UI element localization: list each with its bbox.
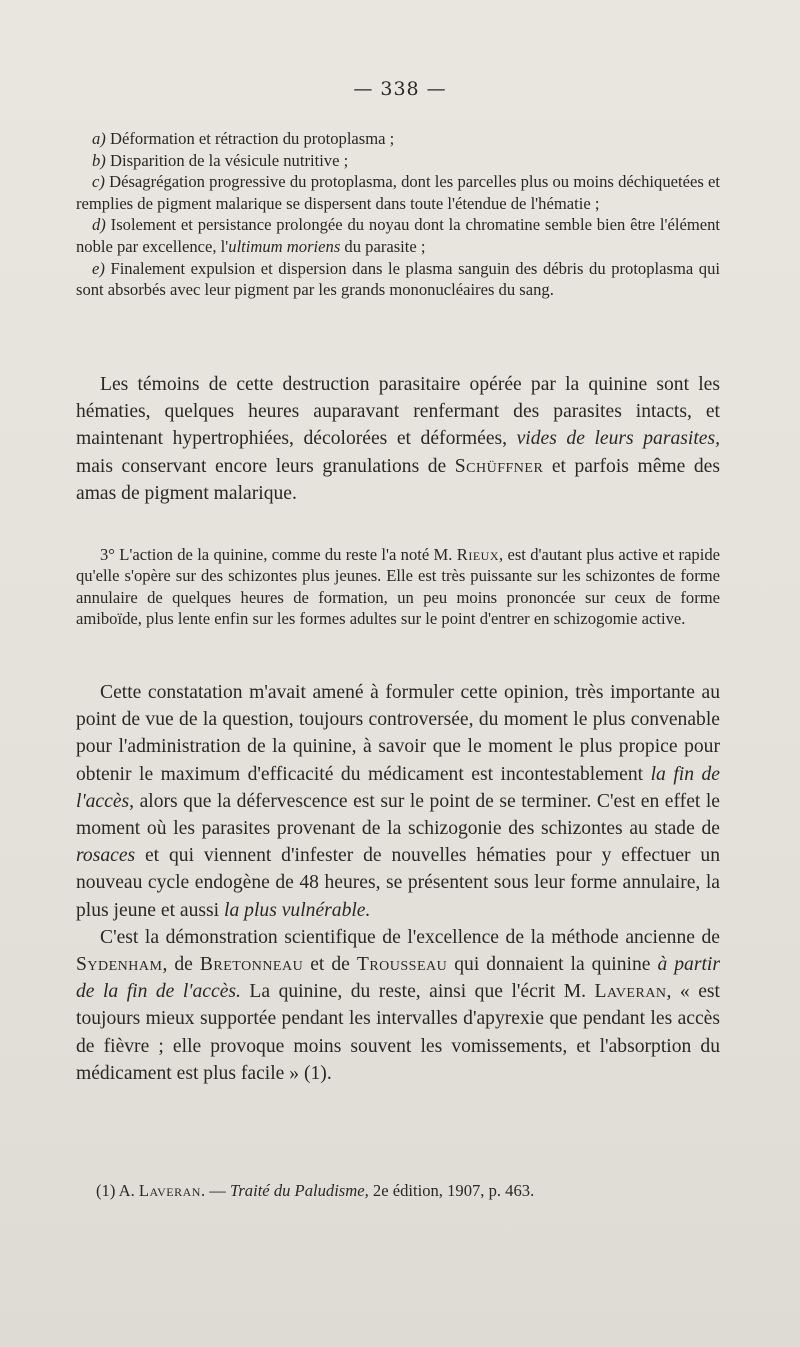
list-item-label: c)	[92, 172, 105, 192]
page-number: — 338 —	[353, 78, 447, 100]
main-text-block	[76, 679, 720, 1087]
list-item: c) Désagrégation progressive du protoplasma, dont les parcelles plus ou moins déchiquetées et remplies de pigment malarique se dispersent dans toute l'étendue de l'hématie ;	[76, 172, 720, 213]
author-name: Trousseau	[356, 954, 448, 976]
list-item: a) Déformation et rétraction du protoplasma ;	[92, 129, 395, 148]
paragraph-quinine-action: 3° L'action de la quinine, comme du reste l'a noté M. Rieux, est d'autant plus active et rapide qu'elle s'opère sur des schizontes plus jeunes. Elle est très puissante sur les schizontes de forme annulaire de quelques heures de formation, un peu moins prononcée sur ceux de forme amiboïde, plus lente enfin sur les formes adultes sur le point d'entrer en schizogomie active.	[76, 545, 720, 628]
author-name: Rieux	[456, 545, 500, 564]
list-item-label: e)	[92, 258, 105, 278]
author-name: Bretonneau	[199, 954, 304, 976]
author-name: Schüffner	[454, 455, 544, 477]
author-name: Sydenham	[76, 954, 163, 976]
author-name: Laveran	[138, 1181, 201, 1200]
list-item: e) Finalement expulsion et dispersion dans le plasma sanguin des débris du protoplasma qui sont absorbés avec leur pigment par les grands mononucléaires du sang.	[76, 258, 720, 300]
destruction-stages-list	[76, 128, 720, 301]
paragraph-witnesses: Les témoins de cette destruction parasitaire opérée par la quinine sont les hématies, quelques heures auparavant renfermant des parasites intacts, et maintenant hypertrophiées, décolorées et déformées, vides de leurs parasites, mais conservant encore leurs granulations de Schüffner et parfois même des amas de pigment malarique.	[76, 374, 720, 504]
paragraph-opinion: Cette constatation m'avait amené à formuler cette opinion, très importante au point de vue de la question, toujours controversée, du moment le plus convenable pour l'administration de la quinine, à savoir que le moment le plus propice pour obtenir le maximum d'efficacité du médicament est incontestablement la fin de l'accès, alors que la défervescence est sur le point de se terminer. C'est en effet le moment où les parasites provenant de la schizogonie des schizontes au stade de rosaces et qui viennent d'infester de nouvelles hématies pour y effectuer un nouveau cycle endogène de 48 heures, se présentent sous leur forme annulaire, la plus jeune et aussi la plus vulnérable.	[76, 682, 720, 921]
list-item: b) Disparition de la vésicule nutritive ;	[92, 150, 349, 170]
list-item: d) Isolement et persistance prolongée du noyau dont la chromatine semble bien être l'élément noble par excellence, l'ultimum moriens du parasite ;	[76, 215, 720, 256]
list-item-label: a)	[92, 129, 106, 148]
footnote: (1) A. Laveran. — Traité du Paludisme, 2e édition, 1907, p. 463.	[96, 1181, 535, 1200]
author-name: Laveran	[594, 981, 667, 1003]
list-item-label: b)	[92, 150, 106, 170]
paragraph-demonstration: C'est la démonstration scientifique de l'excellence de la méthode ancienne de Sydenham, de Bretonneau et de Trousseau qui donnaient la quinine à partir de la fin de l'accès. La quinine, du reste, ainsi que l'écrit M. Laveran, « est toujours mieux supportée pendant les intervalles d'apyrexie que pendant les accès de fièvre ; elle provoque moins souvent les vomissements, et l'absorption du médicament est plus facile » (1).	[76, 926, 720, 1084]
list-item-label: d)	[92, 215, 106, 235]
